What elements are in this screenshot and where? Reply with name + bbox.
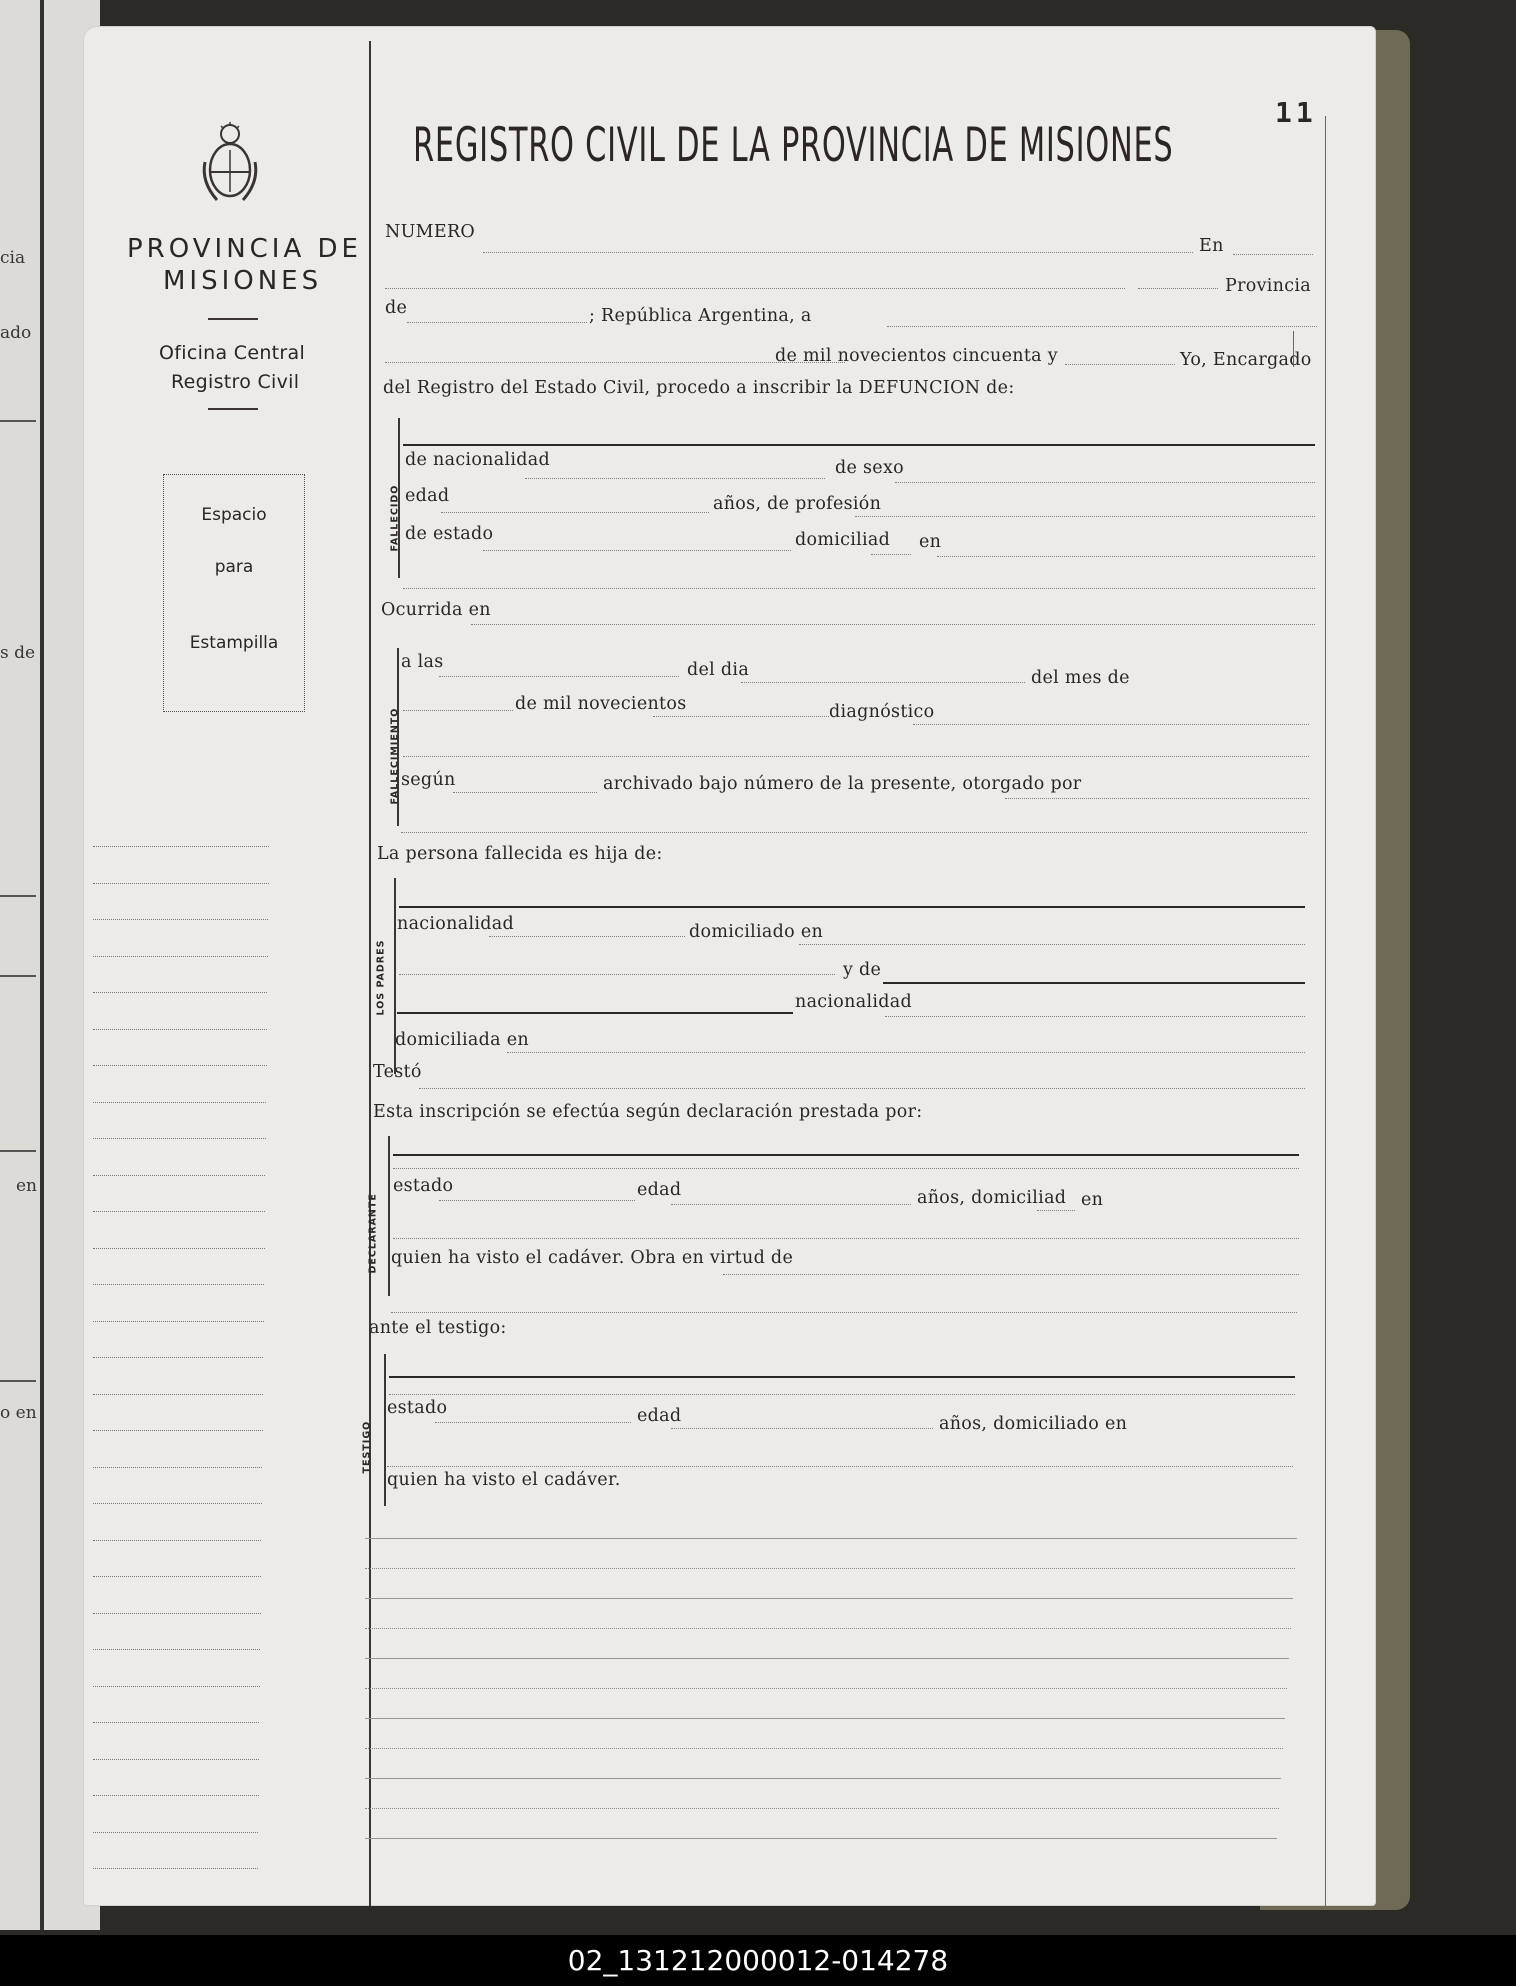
en-label: En: [1199, 236, 1224, 256]
left-page-fragment: cia: [0, 248, 26, 268]
declarante-quien-label: quien ha visto el cadáver. Obra en virtud de: [391, 1248, 794, 1268]
obra-field-2[interactable]: [391, 1312, 1297, 1313]
diagnostico-field[interactable]: [913, 724, 1309, 725]
yo-encargado-label: Yo, Encargado: [1180, 350, 1312, 370]
form-page: [83, 26, 1376, 1906]
stamp-label: Estampilla: [189, 633, 279, 653]
divider: [208, 408, 258, 410]
declarante-domiciliad-label: años, domiciliad: [917, 1188, 1067, 1208]
note-line: [365, 1658, 1289, 1659]
nacionalidad-field[interactable]: [525, 478, 825, 479]
sidebar-note-line: [93, 1211, 265, 1212]
anos-profesion-label: años, de profesión: [713, 494, 882, 514]
sidebar-note-line: [93, 1503, 262, 1504]
novecientos-label: de mil novecientos cincuenta y: [775, 346, 1058, 366]
a-las-label: a las: [401, 652, 444, 672]
madre-domiciliada-label: domiciliada en: [395, 1030, 529, 1050]
declarante-domicilio-field[interactable]: [393, 1238, 1299, 1239]
sidebar-note-line: [93, 1138, 266, 1139]
sidebar-note-line: [93, 846, 269, 847]
mother-name-field[interactable]: [883, 982, 1305, 984]
left-page-fragment: ado: [0, 323, 32, 343]
sidebar-note-line: [93, 1649, 260, 1650]
image-caption: 02_131212000012-014278: [0, 1935, 1516, 1986]
left-page-line: [0, 420, 36, 422]
sidebar-note-line: [93, 1175, 265, 1176]
numero-field[interactable]: [483, 252, 1193, 253]
madre-nacionalidad-label: nacionalidad: [795, 992, 912, 1012]
father-name-field[interactable]: [399, 906, 1305, 908]
segun-field[interactable]: [453, 792, 597, 793]
edad-field[interactable]: [441, 512, 709, 513]
note-line: [365, 1538, 1297, 1539]
stamp-label: para: [214, 557, 254, 577]
office-label-2: Registro Civil: [171, 371, 300, 393]
page-title: REGISTRO CIVIL DE LA PROVINCIA DE MISIONES: [413, 118, 1174, 173]
right-border: [1325, 116, 1326, 1906]
segun-label: según: [401, 770, 456, 790]
del-mes-label: del mes de: [1031, 668, 1130, 688]
year-field[interactable]: [1065, 364, 1175, 365]
note-line: [365, 1838, 1277, 1839]
del-registro-label: del Registro del Estado Civil, procedo a inscribir la DEFUNCION de:: [383, 378, 1015, 398]
sidebar-note-line: [93, 1759, 259, 1760]
otorgado-field[interactable]: [1005, 798, 1309, 799]
fallecimiento-section-label: FALLECIMIENTO: [389, 707, 401, 805]
left-page-line: [0, 1150, 36, 1152]
ocurrida-field[interactable]: [471, 624, 1315, 625]
declarante-section-label: DECLARANTE: [367, 1193, 379, 1274]
testigo-edad-label: edad: [637, 1406, 682, 1426]
hija-de-label: La persona fallecida es hija de:: [377, 844, 663, 864]
sidebar-note-line: [93, 1248, 265, 1249]
sidebar-note-line: [93, 1430, 263, 1431]
sidebar-note-line: [93, 1321, 264, 1322]
de-label: de: [385, 298, 408, 318]
dia-field[interactable]: [741, 682, 1025, 683]
anio-field[interactable]: [653, 716, 829, 717]
sidebar-note-line: [93, 1795, 259, 1796]
testigo-name-field-2[interactable]: [389, 1394, 1295, 1395]
padre-nacionalidad-label: nacionalidad: [397, 914, 514, 934]
sidebar-note-line: [93, 1029, 267, 1030]
provincia-label: Provincia: [1225, 276, 1311, 296]
mother-name-field-2[interactable]: [397, 1012, 793, 1014]
padre-domiciliado-label: domiciliado en: [689, 922, 824, 942]
testo-field[interactable]: [419, 1088, 1305, 1089]
location-field[interactable]: [385, 288, 1125, 289]
en-label: en: [919, 532, 942, 552]
y-de-label: y de: [843, 960, 882, 980]
stamp-label: Espacio: [201, 505, 267, 525]
del-dia-label: del dia: [687, 660, 750, 680]
declarante-en-label: en: [1081, 1190, 1104, 1210]
ocurrida-label: Ocurrida en: [381, 600, 491, 620]
sidebar-note-line: [93, 1394, 263, 1395]
padres-section-label: LOS PADRES: [375, 939, 387, 1016]
testigo-quien-label: quien ha visto el cadáver.: [387, 1470, 621, 1490]
note-line: [365, 1598, 1293, 1599]
sidebar-note-line: [93, 1467, 262, 1468]
testigo-edad-field[interactable]: [671, 1428, 933, 1429]
sidebar-note-line: [93, 1357, 263, 1358]
divider: [208, 318, 258, 320]
declarante-bracket: [388, 1136, 390, 1296]
stamp-box: [163, 474, 305, 712]
declarante-edad-label: edad: [637, 1180, 682, 1200]
de-estado-label: de estado: [405, 524, 494, 544]
margin-divider: [369, 41, 371, 1906]
diagnostico-field-2[interactable]: [403, 756, 1309, 757]
sidebar-note-line: [93, 992, 267, 993]
sidebar-note-line: [93, 919, 268, 920]
domiciliad-suffix-field[interactable]: [871, 554, 911, 555]
padre-nacionalidad-field[interactable]: [489, 936, 685, 937]
inscripcion-label: Esta inscripción se efectúa según declaración prestada por:: [373, 1102, 923, 1122]
estado-field[interactable]: [483, 550, 791, 551]
note-line: [365, 1628, 1291, 1629]
sidebar-note-line: [93, 1576, 261, 1577]
sidebar-note-line: [93, 956, 268, 957]
archivado-label: archivado bajo número de la presente, otorgado por: [603, 774, 1082, 794]
de-field[interactable]: [407, 322, 587, 323]
sidebar-note-line: [93, 1065, 267, 1066]
testigo-section-label: TESTIGO: [361, 1420, 373, 1474]
testigo-domicilio-field[interactable]: [387, 1466, 1293, 1467]
sidebar-note-line: [93, 1284, 264, 1285]
declarante-estado-label: estado: [393, 1176, 454, 1196]
sexo-label: de sexo: [835, 458, 904, 478]
left-page-line: [0, 895, 36, 897]
province-label: PROVINCIA DE: [127, 234, 362, 264]
sidebar-note-line: [93, 883, 269, 884]
note-line: [365, 1808, 1279, 1809]
testigo-estado-field[interactable]: [435, 1422, 631, 1423]
ante-testigo-label: ante el testigo:: [369, 1318, 507, 1338]
book-spine: [40, 0, 44, 1930]
otorgado-field-2[interactable]: [401, 832, 1307, 833]
sidebar-note-line: [93, 1722, 259, 1723]
deceased-name-field[interactable]: [403, 444, 1315, 446]
testigo-name-field[interactable]: [389, 1376, 1295, 1378]
sidebar-note-line: [93, 1832, 258, 1833]
edad-label: edad: [405, 486, 450, 506]
madre-domicilio-field[interactable]: [507, 1052, 1305, 1053]
note-line: [365, 1688, 1287, 1689]
numero-label: NUMERO: [385, 222, 476, 242]
left-page-fragment: en: [16, 1176, 38, 1196]
obra-field[interactable]: [723, 1274, 1299, 1275]
padre-domicilio-field[interactable]: [799, 944, 1305, 945]
date-field[interactable]: [887, 326, 1317, 327]
domicilio-field[interactable]: [937, 556, 1315, 557]
fallecido-section-label: FALLECIDO: [389, 484, 401, 552]
a-las-field[interactable]: [439, 676, 679, 677]
note-line: [365, 1718, 1285, 1719]
office-label: Oficina Central: [159, 342, 306, 364]
testigo-bracket: [384, 1354, 386, 1506]
testo-label: Testó: [373, 1062, 422, 1082]
diagnostico-label: diagnóstico: [829, 702, 935, 722]
location-field-2[interactable]: [1138, 288, 1218, 289]
right-tick: [1293, 331, 1294, 367]
nacionalidad-label: de nacionalidad: [405, 450, 550, 470]
note-line: [365, 1568, 1295, 1569]
sidebar-note-line: [93, 1613, 261, 1614]
sidebar-note-line: [93, 1686, 260, 1687]
padre-domicilio-field-2[interactable]: [399, 974, 835, 975]
en-field[interactable]: [1233, 254, 1313, 255]
declarante-edad-field[interactable]: [671, 1204, 911, 1205]
profesion-field[interactable]: [855, 516, 1315, 517]
note-line: [365, 1778, 1281, 1779]
declarante-name-field[interactable]: [393, 1154, 1299, 1156]
left-page-line: [0, 1380, 36, 1382]
declarante-name-field-2[interactable]: [393, 1168, 1299, 1169]
province-name: MISIONES: [163, 266, 323, 296]
testigo-estado-label: estado: [387, 1398, 448, 1418]
testigo-domiciliado-label: años, domiciliado en: [939, 1414, 1128, 1434]
sidebar-note-line: [93, 1102, 266, 1103]
left-page-line: [0, 975, 36, 977]
mes-field[interactable]: [403, 710, 513, 711]
left-page-fragment: o en: [0, 1403, 37, 1423]
mil-novecientos-label: de mil novecientos: [515, 694, 687, 714]
sexo-field[interactable]: [895, 482, 1315, 483]
domiciliad-label: domiciliad: [795, 530, 891, 550]
coat-of-arms-icon: [199, 122, 261, 206]
declarante-estado-field[interactable]: [439, 1200, 635, 1201]
note-line: [365, 1748, 1283, 1749]
sidebar-note-line: [93, 1868, 258, 1869]
declarante-domiciliad-suffix[interactable]: [1037, 1210, 1075, 1211]
page-number: 11: [1275, 96, 1317, 129]
domicilio-field-2[interactable]: [403, 588, 1315, 589]
sidebar-note-line: [93, 1540, 261, 1541]
republica-label: ; República Argentina, a: [589, 306, 812, 326]
madre-nacionalidad-field[interactable]: [885, 1016, 1305, 1017]
left-page-fragment: s de: [0, 643, 36, 663]
